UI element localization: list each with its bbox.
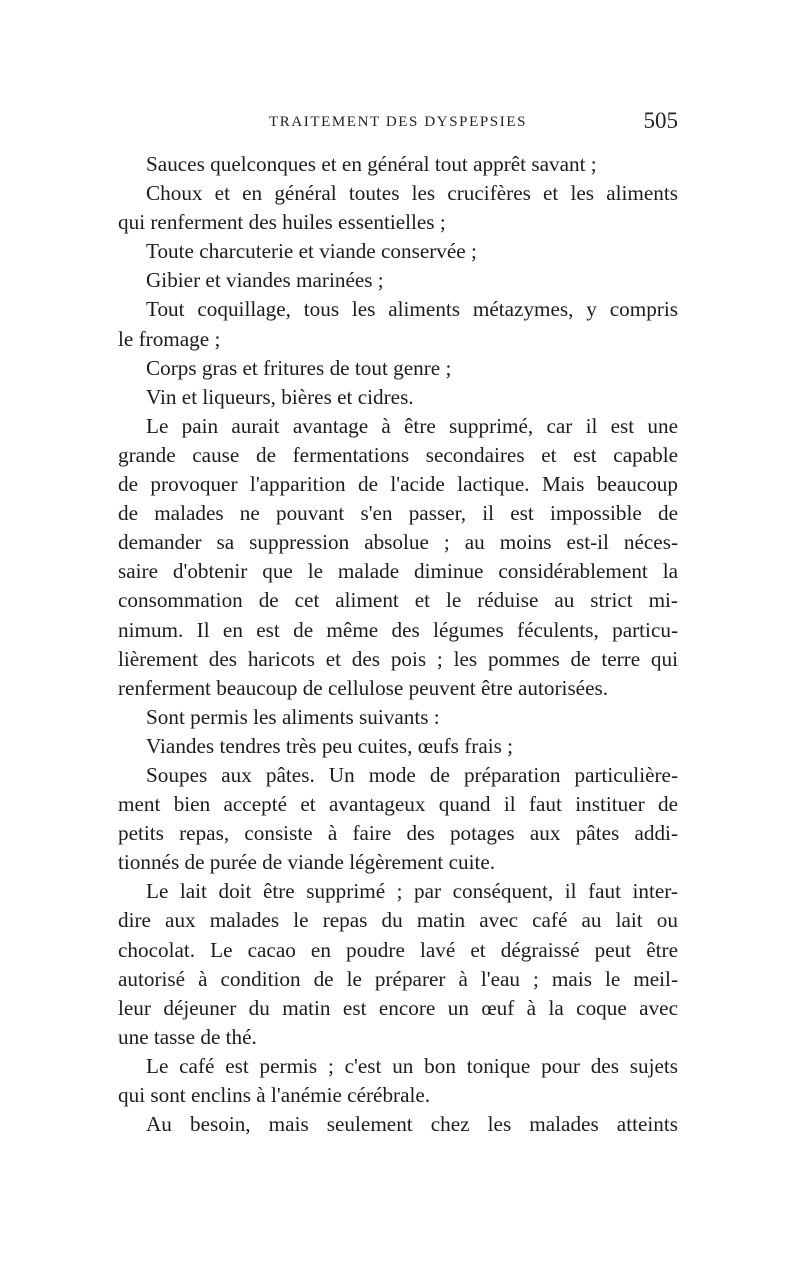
text-line: petits repas, consiste à faire des potages aux pâtes addi- bbox=[118, 821, 678, 846]
text-line: une tasse de thé. bbox=[118, 1024, 257, 1049]
text-line: Corps gras et fritures de tout genre ; bbox=[146, 355, 452, 380]
paragraph bbox=[118, 383, 678, 412]
paragraph bbox=[118, 703, 678, 732]
text-line: Viandes tendres très peu cuites, œufs frais ; bbox=[146, 733, 514, 758]
text-line: Toute charcuterie et viande conservée ; bbox=[146, 239, 477, 264]
paragraph bbox=[118, 266, 678, 295]
text-line: qui sont enclins à l'anémie cérébrale. bbox=[118, 1083, 431, 1107]
text-line: Le café est permis ; c'est un bon tonique pour des sujets bbox=[146, 1053, 678, 1078]
text-line: consommation de cet aliment et le réduise au strict mi- bbox=[118, 588, 678, 613]
paragraph bbox=[118, 354, 678, 383]
text-line: Au besoin, mais seulement chez les malades atteints bbox=[146, 1112, 678, 1137]
paragraph bbox=[118, 877, 678, 1052]
text-line: dire aux malades le repas du matin avec café au lait ou bbox=[118, 908, 678, 933]
text-line: Le pain aurait avantage à être supprimé, car il est une bbox=[146, 413, 678, 438]
text-line: Tout coquillage, tous les aliments métazymes, y compris bbox=[146, 297, 678, 322]
text-line: tionnés de purée de viande légèrement cuite. bbox=[118, 850, 496, 875]
body-text bbox=[118, 150, 678, 1139]
paragraph bbox=[118, 1110, 678, 1139]
running-title: TRAITEMENT DES DYSPEPSIES bbox=[268, 114, 528, 130]
text-line: le fromage ; bbox=[118, 326, 221, 351]
page-number: 505 bbox=[643, 108, 678, 133]
paragraph bbox=[118, 732, 678, 761]
text-line: Sont permis les aliments suivants : bbox=[146, 704, 440, 729]
text-line: nimum. Il en est de même des légumes féculents, particu- bbox=[118, 617, 678, 642]
paragraph bbox=[118, 412, 678, 703]
text-line: grande cause de fermentations secondaires et est capable bbox=[118, 442, 678, 467]
text-line: Choux et en général toutes les crucifères et les aliments bbox=[146, 181, 678, 206]
text-line: chocolat. Le cacao en poudre lavé et dégraissé peut être bbox=[118, 937, 678, 962]
text-line: ment bien accepté et avantageux quand il faut instituer de bbox=[118, 792, 678, 817]
paragraph bbox=[118, 1052, 678, 1110]
text-line: lièrement des haricots et des pois ; les pommes de terre qui bbox=[118, 646, 678, 671]
text-line: Le lait doit être supprimé ; par conséquent, il faut inter- bbox=[146, 879, 678, 904]
text-line: Soupes aux pâtes. Un mode de préparation particulière- bbox=[146, 762, 678, 787]
text-line: demander sa suppression absolue ; au moins est-il néces- bbox=[118, 530, 678, 555]
paragraph bbox=[118, 150, 678, 179]
text-line: de malades ne pouvant s'en passer, il est impossible de bbox=[118, 501, 678, 526]
paragraph bbox=[118, 179, 678, 237]
text-line: autorisé à condition de le préparer à l'eau ; mais le meil- bbox=[118, 966, 678, 991]
text-line: saire d'obtenir que le malade diminue considérablement la bbox=[118, 559, 678, 584]
text-line: Sauces quelconques et en général tout apprêt savant ; bbox=[146, 152, 597, 176]
text-line: qui renferment des huiles essentielles ; bbox=[118, 210, 446, 235]
paragraph bbox=[118, 295, 678, 353]
text-line: leur déjeuner du matin est encore un œuf à la coque avec bbox=[118, 995, 678, 1020]
paragraph bbox=[118, 237, 678, 266]
text-line: Gibier et viandes marinées ; bbox=[146, 268, 384, 293]
running-head bbox=[118, 106, 678, 146]
text-line: renferment beaucoup de cellulose peuvent être autorisées. bbox=[118, 675, 609, 700]
text-line: Vin et liqueurs, bières et cidres. bbox=[146, 384, 414, 409]
text-line: de provoquer l'apparition de l'acide lactique. Mais beaucoup bbox=[118, 472, 678, 497]
paragraph bbox=[118, 761, 678, 877]
